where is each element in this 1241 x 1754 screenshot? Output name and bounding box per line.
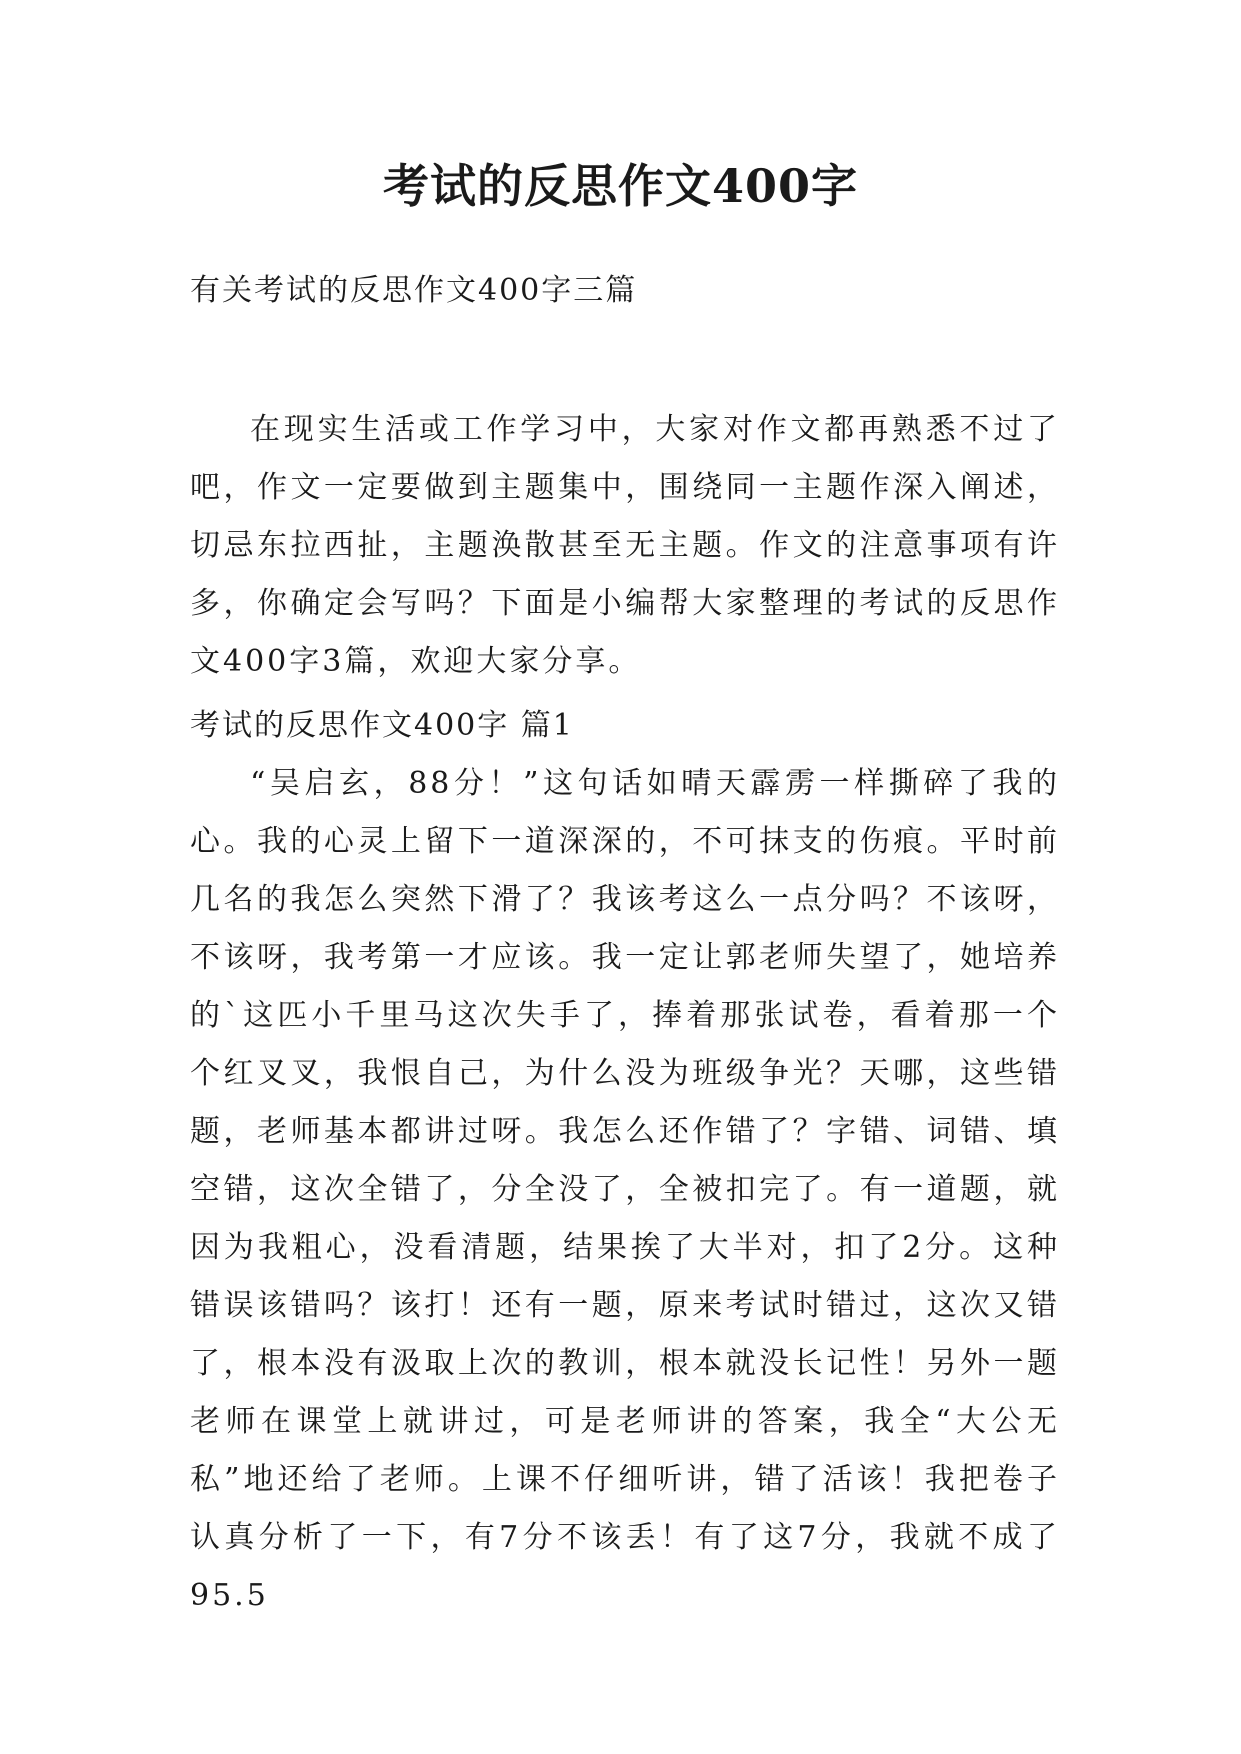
section-heading: 考试的反思作文400字 篇1	[190, 708, 574, 743]
document-title: 考试的反思作文400字	[382, 159, 859, 213]
essay-paragraph: “吴启玄，88分！”这句话如晴天霹雳一样撕碎了我的心。我的心灵上留下一道深深的，不可抹支的伤痕。平时前几名的我怎么突然下滑了？我该考这么一点分吗？不该呀，不该呀，我考第一才应该。我一定让郭老师失望了，她培养的`这匹小千里马这次失手了，捧着那张试卷，看着那一个个红叉叉，我恨自己，为什么没为班级争光？天哪，这些错题，老师基本都讲过呀。我怎么还作错了？字错、词错、填空错，这次全错了，分全没了，全被扣完了。有一道题，就因为我粗心，没看清题，结果挨了大半对，扣了2分。这种错误该错吗？该打！还有一题，原来考试时错过，这次又错了，根本没有汲取上次的教训，根本就没长记性！另外一题老师在课堂上就讲过，可是老师讲的答案，我全“大公无私”地还给了老师。上课不仔细听讲，错了活该！我把卷子认真分析了一下，有7分不该丢！有了这7分，我就不成了95.5	[190, 766, 1060, 1613]
document-subtitle: 有关考试的反思作文400字三篇	[190, 273, 638, 308]
intro-paragraph: 在现实生活或工作学习中，大家对作文都再熟悉不过了吧，作文一定要做到主题集中，围绕同一主题作深入阐述，切忌东拉西扯，主题涣散甚至无主题。作文的注意事项有许多，你确定会写吗？下面是小编帮大家整理的考试的反思作文400字3篇，欢迎大家分享。	[190, 412, 1060, 679]
